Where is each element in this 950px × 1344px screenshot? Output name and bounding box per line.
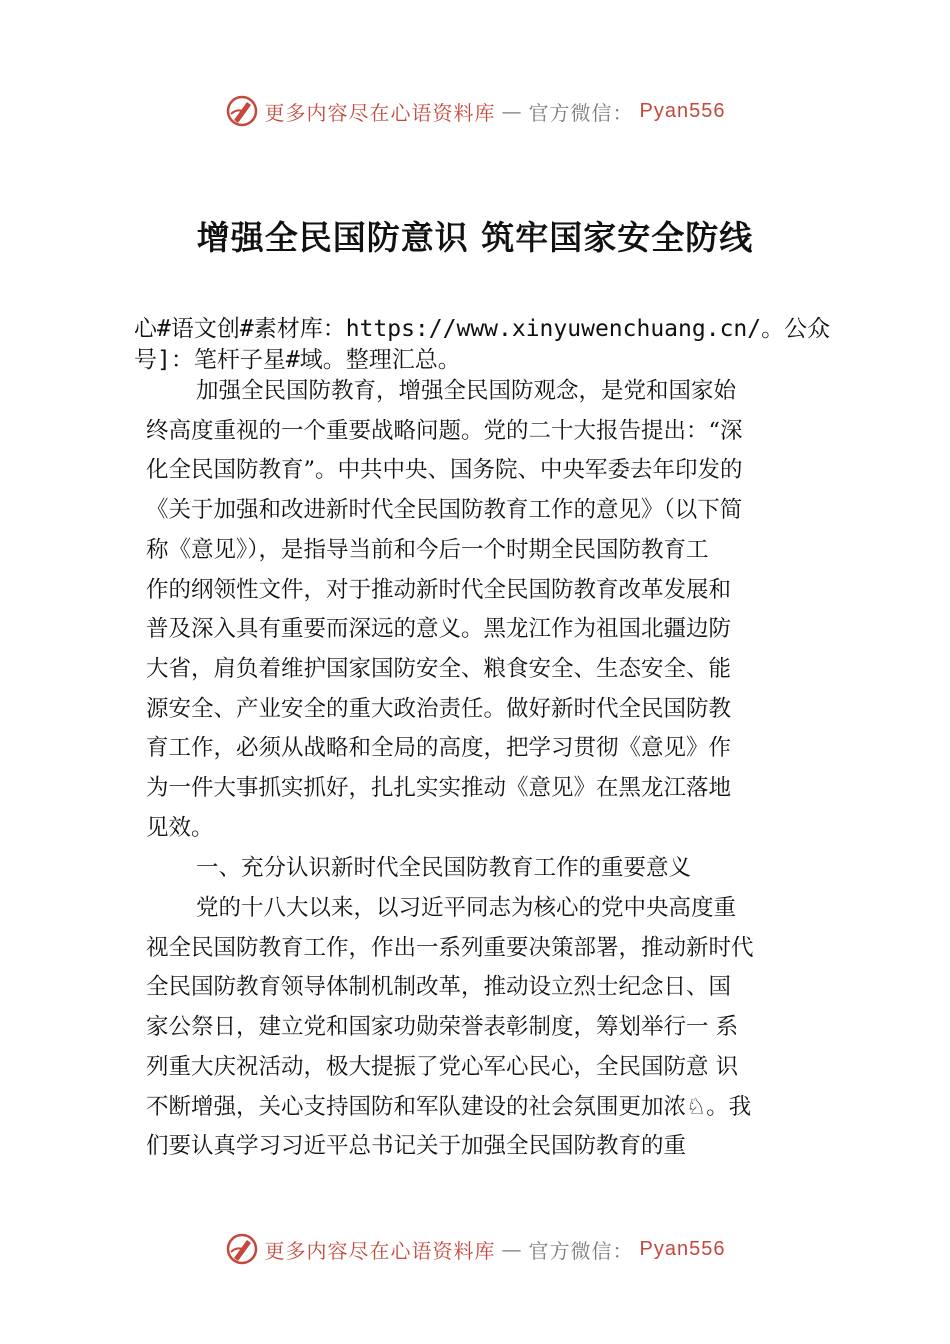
paragraph-line: 列重大庆祝活动，极大提振了党心军心民心，全民国防意 识 [146, 1053, 739, 1080]
paragraph-line: 作的纲领性文件，对于推动新时代全民国防教育改革发展和 [146, 576, 732, 603]
paragraph-line: 普及深入具有重要而深远的意义。黑龙江作为祖国北疆边防 [146, 616, 732, 643]
paragraph-line: 大省，肩负着维护国家国防安全、粮食安全、生态安全、能 [146, 655, 732, 682]
watermark-dash: — [501, 99, 523, 123]
pen-circle-logo-icon [225, 94, 259, 128]
watermark-wechat-label: 官方微信： [528, 100, 634, 125]
source-note [134, 314, 834, 376]
section-heading-1 [146, 849, 814, 889]
paragraph-line: 党的十八大以来，以习近平同志为核心的党中央高度重 [196, 895, 737, 921]
paragraph-line: 不断增强，关心支持国防和军队建设的社会氛围更加浓♘。我 [146, 1093, 752, 1120]
paragraph-line: 称《意见》），是指导当前和今后一个时期全民国防教育工 [146, 536, 709, 563]
paragraph-line: 为一件大事抓实抓好，扎扎实实推动《意见》在黑龙江落地 [146, 775, 732, 802]
watermark-library-text: 更多内容尽在心语资料库 [264, 100, 496, 125]
paragraph-line: 全民国防教育领导体制机制改革，推动设立烈士纪念日、国 [146, 974, 732, 1001]
pen-circle-logo-icon [225, 1232, 259, 1266]
paragraph-line: 《关于加强和改进新时代全民国防教育工作的意见》（以下简 [146, 497, 743, 524]
source-note-line: 号]：笔杆子星#域。整理汇总。 [134, 347, 461, 373]
watermark-wechat-id: Pyan556 [639, 99, 726, 122]
paragraph-line: 们要认真学习习近平总书记关于加强全民国防教育的重 [146, 1133, 687, 1160]
watermark-wechat-label: 官方微信： [528, 1238, 634, 1263]
paragraph-line: 见效。 [146, 814, 214, 841]
section-heading-text: 一、充分认识新时代全民国防教育工作的重要意义 [196, 855, 692, 881]
paragraph-line: 终高度重视的一个重要战略问题。党的二十大报告提出：“深 [146, 417, 743, 444]
paragraph-line: 视全民国防教育工作，作出一系列重要决策部署，推动新时代 [146, 934, 754, 961]
paragraph-line: 家公祭日，建立党和国家功勋荣誉表彰制度，筹划举行一 系 [146, 1014, 739, 1041]
body-paragraph-2 [146, 889, 814, 1167]
header-watermark [0, 94, 950, 128]
source-note-line: 心#语文创#素材库：https://www.xinyuwenchuang.cn/。公众 [134, 316, 831, 342]
paragraph-line: 化全民国防教育”。中共中央、国务院、中央军委去年印发的 [146, 457, 743, 484]
footer-watermark [0, 1232, 950, 1266]
paragraph-line: 加强全民国防教育，增强全民国防观念，是党和国家始 [196, 378, 737, 404]
watermark-wechat-id: Pyan556 [639, 1237, 726, 1260]
document-title: 增强全民国防意识 筑牢国家安全防线 [196, 218, 754, 257]
paragraph-line: 育工作，必须从战略和全局的高度，把学习贯彻《意见》作 [146, 735, 732, 762]
watermark-library-text: 更多内容尽在心语资料库 [264, 1238, 496, 1263]
body-paragraph-1 [146, 372, 814, 848]
paragraph-line: 源安全、产业安全的重大政治责任。做好新时代全民国防教 [146, 695, 732, 722]
watermark-dash: — [501, 1237, 523, 1261]
